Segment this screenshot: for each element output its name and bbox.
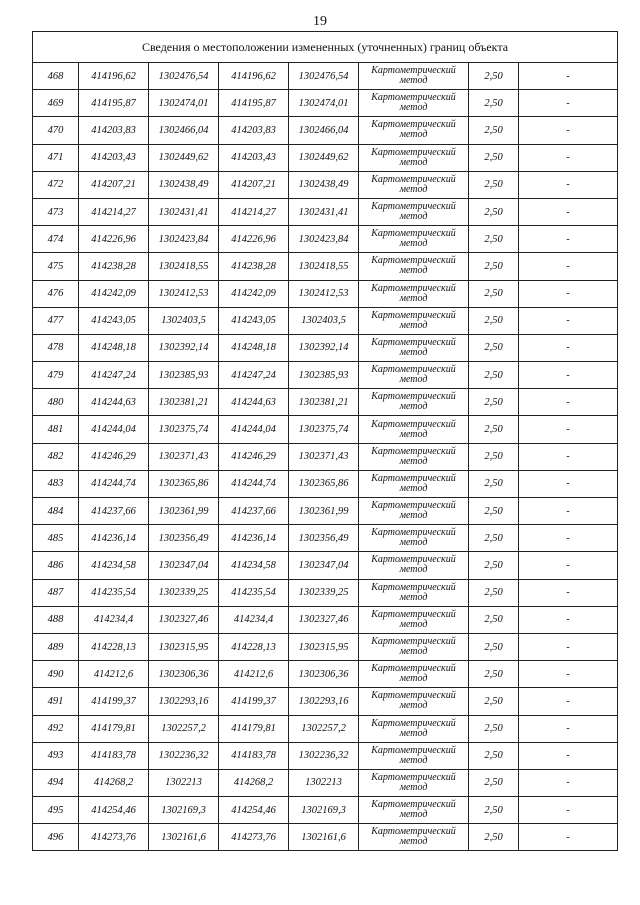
refined-y-cell: 1302449,62 — [289, 144, 359, 171]
note-cell: - — [519, 307, 618, 334]
existing-y-cell: 1302365,86 — [149, 470, 219, 497]
point-number-cell: 472 — [33, 171, 79, 198]
table-row — [33, 769, 618, 796]
existing-y-cell: 1302476,54 — [149, 63, 219, 90]
point-number-cell: 490 — [33, 661, 79, 688]
table-row — [33, 715, 618, 742]
refined-x-cell: 414235,54 — [219, 579, 289, 606]
page-number: 19 — [313, 14, 327, 29]
existing-y-cell: 1302347,04 — [149, 552, 219, 579]
method-cell: Картометрический метод — [359, 661, 469, 688]
table-row — [33, 144, 618, 171]
accuracy-cell: 2,50 — [469, 661, 519, 688]
method-cell: Картометрический метод — [359, 307, 469, 334]
method-cell: Картометрический метод — [359, 362, 469, 389]
table-row — [33, 117, 618, 144]
existing-x-cell: 414234,4 — [79, 606, 149, 633]
note-cell: - — [519, 198, 618, 225]
table-header-row — [33, 32, 618, 63]
refined-x-cell: 414248,18 — [219, 334, 289, 361]
refined-x-cell: 414247,24 — [219, 362, 289, 389]
note-cell: - — [519, 443, 618, 470]
refined-x-cell: 414183,78 — [219, 742, 289, 769]
accuracy-cell: 2,50 — [469, 742, 519, 769]
refined-y-cell: 1302381,21 — [289, 389, 359, 416]
accuracy-cell: 2,50 — [469, 171, 519, 198]
existing-x-cell: 414236,14 — [79, 525, 149, 552]
table-row — [33, 797, 618, 824]
accuracy-cell: 2,50 — [469, 307, 519, 334]
accuracy-cell: 2,50 — [469, 606, 519, 633]
table-row — [33, 552, 618, 579]
point-number-cell: 496 — [33, 824, 79, 851]
refined-x-cell: 414214,27 — [219, 198, 289, 225]
point-number-cell: 470 — [33, 117, 79, 144]
refined-y-cell: 1302371,43 — [289, 443, 359, 470]
existing-y-cell: 1302438,49 — [149, 171, 219, 198]
note-cell: - — [519, 63, 618, 90]
method-cell: Картометрический метод — [359, 334, 469, 361]
refined-x-cell: 414254,46 — [219, 797, 289, 824]
existing-x-cell: 414235,54 — [79, 579, 149, 606]
existing-y-cell: 1302356,49 — [149, 525, 219, 552]
table-row — [33, 198, 618, 225]
accuracy-cell: 2,50 — [469, 498, 519, 525]
method-cell: Картометрический метод — [359, 416, 469, 443]
existing-y-cell: 1302449,62 — [149, 144, 219, 171]
existing-y-cell: 1302412,53 — [149, 280, 219, 307]
refined-x-cell: 414237,66 — [219, 498, 289, 525]
table-row — [33, 688, 618, 715]
table-row — [33, 90, 618, 117]
refined-x-cell: 414236,14 — [219, 525, 289, 552]
table-row — [33, 253, 618, 280]
refined-y-cell: 1302356,49 — [289, 525, 359, 552]
refined-x-cell: 414234,58 — [219, 552, 289, 579]
point-number-cell: 485 — [33, 525, 79, 552]
accuracy-cell: 2,50 — [469, 362, 519, 389]
existing-y-cell: 1302466,04 — [149, 117, 219, 144]
table-row — [33, 334, 618, 361]
boundary-coordinates-table — [32, 31, 618, 851]
existing-y-cell: 1302431,41 — [149, 198, 219, 225]
existing-x-cell: 414268,2 — [79, 769, 149, 796]
method-cell: Картометрический метод — [359, 769, 469, 796]
point-number-cell: 494 — [33, 769, 79, 796]
existing-x-cell: 414196,62 — [79, 63, 149, 90]
refined-x-cell: 414244,63 — [219, 389, 289, 416]
table-row — [33, 171, 618, 198]
point-number-cell: 471 — [33, 144, 79, 171]
point-number-cell: 492 — [33, 715, 79, 742]
note-cell: - — [519, 171, 618, 198]
refined-x-cell: 414242,09 — [219, 280, 289, 307]
table-row — [33, 307, 618, 334]
existing-y-cell: 1302371,43 — [149, 443, 219, 470]
method-cell: Картометрический метод — [359, 579, 469, 606]
table-row — [33, 63, 618, 90]
existing-y-cell: 1302315,95 — [149, 633, 219, 660]
refined-y-cell: 1302476,54 — [289, 63, 359, 90]
point-number-cell: 476 — [33, 280, 79, 307]
existing-y-cell: 1302361,99 — [149, 498, 219, 525]
method-cell: Картометрический метод — [359, 117, 469, 144]
existing-y-cell: 1302418,55 — [149, 253, 219, 280]
refined-y-cell: 1302306,36 — [289, 661, 359, 688]
existing-y-cell: 1302306,36 — [149, 661, 219, 688]
table-row — [33, 280, 618, 307]
refined-x-cell: 414203,83 — [219, 117, 289, 144]
existing-x-cell: 414244,74 — [79, 470, 149, 497]
table-row — [33, 226, 618, 253]
existing-x-cell: 414244,63 — [79, 389, 149, 416]
note-cell: - — [519, 769, 618, 796]
refined-x-cell: 414228,13 — [219, 633, 289, 660]
existing-x-cell: 414234,58 — [79, 552, 149, 579]
existing-x-cell: 414212,6 — [79, 661, 149, 688]
table-row — [33, 470, 618, 497]
refined-x-cell: 414207,21 — [219, 171, 289, 198]
refined-y-cell: 1302474,01 — [289, 90, 359, 117]
point-number-cell: 477 — [33, 307, 79, 334]
point-number-cell: 479 — [33, 362, 79, 389]
method-cell: Картометрический метод — [359, 742, 469, 769]
table-row — [33, 498, 618, 525]
note-cell: - — [519, 797, 618, 824]
accuracy-cell: 2,50 — [469, 470, 519, 497]
point-number-cell: 483 — [33, 470, 79, 497]
existing-y-cell: 1302403,5 — [149, 307, 219, 334]
method-cell: Картометрический метод — [359, 198, 469, 225]
accuracy-cell: 2,50 — [469, 443, 519, 470]
accuracy-cell: 2,50 — [469, 824, 519, 851]
note-cell: - — [519, 144, 618, 171]
existing-x-cell: 414243,05 — [79, 307, 149, 334]
refined-y-cell: 1302423,84 — [289, 226, 359, 253]
table-row — [33, 389, 618, 416]
method-cell: Картометрический метод — [359, 226, 469, 253]
note-cell: - — [519, 633, 618, 660]
existing-y-cell: 1302423,84 — [149, 226, 219, 253]
refined-y-cell: 1302375,74 — [289, 416, 359, 443]
note-cell: - — [519, 661, 618, 688]
existing-y-cell: 1302236,32 — [149, 742, 219, 769]
refined-x-cell: 414244,04 — [219, 416, 289, 443]
method-cell: Картометрический метод — [359, 715, 469, 742]
refined-y-cell: 1302438,49 — [289, 171, 359, 198]
accuracy-cell: 2,50 — [469, 416, 519, 443]
refined-y-cell: 1302327,46 — [289, 606, 359, 633]
table-row — [33, 606, 618, 633]
accuracy-cell: 2,50 — [469, 253, 519, 280]
refined-x-cell: 414179,81 — [219, 715, 289, 742]
point-number-cell: 493 — [33, 742, 79, 769]
method-cell: Картометрический метод — [359, 606, 469, 633]
refined-x-cell: 414234,4 — [219, 606, 289, 633]
point-number-cell: 474 — [33, 226, 79, 253]
point-number-cell: 480 — [33, 389, 79, 416]
method-cell: Картометрический метод — [359, 470, 469, 497]
refined-y-cell: 1302161,6 — [289, 824, 359, 851]
accuracy-cell: 2,50 — [469, 688, 519, 715]
refined-x-cell: 414199,37 — [219, 688, 289, 715]
refined-x-cell: 414212,6 — [219, 661, 289, 688]
existing-y-cell: 1302392,14 — [149, 334, 219, 361]
existing-x-cell: 414203,43 — [79, 144, 149, 171]
point-number-cell: 495 — [33, 797, 79, 824]
accuracy-cell: 2,50 — [469, 389, 519, 416]
table-row — [33, 416, 618, 443]
existing-x-cell: 414183,78 — [79, 742, 149, 769]
method-cell: Картометрический метод — [359, 144, 469, 171]
existing-x-cell: 414244,04 — [79, 416, 149, 443]
existing-x-cell: 414237,66 — [79, 498, 149, 525]
accuracy-cell: 2,50 — [469, 63, 519, 90]
accuracy-cell: 2,50 — [469, 226, 519, 253]
refined-y-cell: 1302385,93 — [289, 362, 359, 389]
accuracy-cell: 2,50 — [469, 769, 519, 796]
existing-x-cell: 414207,21 — [79, 171, 149, 198]
point-number-cell: 482 — [33, 443, 79, 470]
table-row — [33, 579, 618, 606]
refined-y-cell: 1302339,25 — [289, 579, 359, 606]
note-cell: - — [519, 90, 618, 117]
accuracy-cell: 2,50 — [469, 715, 519, 742]
existing-x-cell: 414248,18 — [79, 334, 149, 361]
accuracy-cell: 2,50 — [469, 144, 519, 171]
refined-y-cell: 1302293,16 — [289, 688, 359, 715]
refined-x-cell: 414238,28 — [219, 253, 289, 280]
existing-y-cell: 1302169,3 — [149, 797, 219, 824]
existing-x-cell: 414226,96 — [79, 226, 149, 253]
refined-x-cell: 414203,43 — [219, 144, 289, 171]
method-cell: Картометрический метод — [359, 280, 469, 307]
existing-y-cell: 1302213 — [149, 769, 219, 796]
note-cell: - — [519, 606, 618, 633]
point-number-cell: 469 — [33, 90, 79, 117]
point-number-cell: 481 — [33, 416, 79, 443]
method-cell: Картометрический метод — [359, 253, 469, 280]
existing-x-cell: 414254,46 — [79, 797, 149, 824]
accuracy-cell: 2,50 — [469, 525, 519, 552]
refined-y-cell: 1302315,95 — [289, 633, 359, 660]
note-cell: - — [519, 715, 618, 742]
existing-x-cell: 414214,27 — [79, 198, 149, 225]
table-row — [33, 661, 618, 688]
note-cell: - — [519, 226, 618, 253]
accuracy-cell: 2,50 — [469, 117, 519, 144]
table-title: Сведения о местоположении измененных (уточненных) границ объекта — [33, 32, 618, 63]
note-cell: - — [519, 525, 618, 552]
refined-y-cell: 1302361,99 — [289, 498, 359, 525]
point-number-cell: 486 — [33, 552, 79, 579]
accuracy-cell: 2,50 — [469, 90, 519, 117]
refined-y-cell: 1302466,04 — [289, 117, 359, 144]
note-cell: - — [519, 253, 618, 280]
method-cell: Картометрический метод — [359, 797, 469, 824]
refined-x-cell: 414243,05 — [219, 307, 289, 334]
refined-y-cell: 1302236,32 — [289, 742, 359, 769]
existing-x-cell: 414238,28 — [79, 253, 149, 280]
table-row — [33, 525, 618, 552]
table-row — [33, 443, 618, 470]
refined-y-cell: 1302403,5 — [289, 307, 359, 334]
point-number-cell: 478 — [33, 334, 79, 361]
existing-x-cell: 414203,83 — [79, 117, 149, 144]
refined-y-cell: 1302257,2 — [289, 715, 359, 742]
existing-y-cell: 1302293,16 — [149, 688, 219, 715]
method-cell: Картометрический метод — [359, 389, 469, 416]
point-number-cell: 487 — [33, 579, 79, 606]
existing-x-cell: 414273,76 — [79, 824, 149, 851]
accuracy-cell: 2,50 — [469, 797, 519, 824]
note-cell: - — [519, 416, 618, 443]
note-cell: - — [519, 688, 618, 715]
existing-y-cell: 1302381,21 — [149, 389, 219, 416]
method-cell: Картометрический метод — [359, 525, 469, 552]
table-row — [33, 362, 618, 389]
note-cell: - — [519, 470, 618, 497]
note-cell: - — [519, 280, 618, 307]
refined-y-cell: 1302431,41 — [289, 198, 359, 225]
method-cell: Картометрический метод — [359, 552, 469, 579]
table-row — [33, 824, 618, 851]
refined-x-cell: 414246,29 — [219, 443, 289, 470]
method-cell: Картометрический метод — [359, 90, 469, 117]
refined-y-cell: 1302365,86 — [289, 470, 359, 497]
note-cell: - — [519, 742, 618, 769]
note-cell: - — [519, 824, 618, 851]
existing-y-cell: 1302161,6 — [149, 824, 219, 851]
point-number-cell: 491 — [33, 688, 79, 715]
refined-y-cell: 1302213 — [289, 769, 359, 796]
accuracy-cell: 2,50 — [469, 579, 519, 606]
existing-y-cell: 1302327,46 — [149, 606, 219, 633]
accuracy-cell: 2,50 — [469, 280, 519, 307]
existing-y-cell: 1302375,74 — [149, 416, 219, 443]
existing-x-cell: 414247,24 — [79, 362, 149, 389]
note-cell: - — [519, 389, 618, 416]
existing-y-cell: 1302474,01 — [149, 90, 219, 117]
accuracy-cell: 2,50 — [469, 633, 519, 660]
method-cell: Картометрический метод — [359, 688, 469, 715]
accuracy-cell: 2,50 — [469, 334, 519, 361]
method-cell: Картометрический метод — [359, 498, 469, 525]
note-cell: - — [519, 362, 618, 389]
note-cell: - — [519, 334, 618, 361]
point-number-cell: 475 — [33, 253, 79, 280]
method-cell: Картометрический метод — [359, 824, 469, 851]
existing-x-cell: 414242,09 — [79, 280, 149, 307]
refined-x-cell: 414196,62 — [219, 63, 289, 90]
method-cell: Картометрический метод — [359, 443, 469, 470]
existing-y-cell: 1302257,2 — [149, 715, 219, 742]
point-number-cell: 473 — [33, 198, 79, 225]
method-cell: Картометрический метод — [359, 63, 469, 90]
point-number-cell: 488 — [33, 606, 79, 633]
refined-x-cell: 414268,2 — [219, 769, 289, 796]
existing-x-cell: 414228,13 — [79, 633, 149, 660]
refined-y-cell: 1302418,55 — [289, 253, 359, 280]
existing-x-cell: 414195,87 — [79, 90, 149, 117]
refined-y-cell: 1302169,3 — [289, 797, 359, 824]
refined-x-cell: 414244,74 — [219, 470, 289, 497]
note-cell: - — [519, 579, 618, 606]
point-number-cell: 468 — [33, 63, 79, 90]
refined-y-cell: 1302392,14 — [289, 334, 359, 361]
method-cell: Картометрический метод — [359, 171, 469, 198]
note-cell: - — [519, 117, 618, 144]
refined-x-cell: 414273,76 — [219, 824, 289, 851]
note-cell: - — [519, 498, 618, 525]
refined-x-cell: 414195,87 — [219, 90, 289, 117]
existing-x-cell: 414199,37 — [79, 688, 149, 715]
existing-x-cell: 414179,81 — [79, 715, 149, 742]
existing-y-cell: 1302385,93 — [149, 362, 219, 389]
refined-y-cell: 1302347,04 — [289, 552, 359, 579]
point-number-cell: 484 — [33, 498, 79, 525]
method-cell: Картометрический метод — [359, 633, 469, 660]
existing-y-cell: 1302339,25 — [149, 579, 219, 606]
accuracy-cell: 2,50 — [469, 552, 519, 579]
accuracy-cell: 2,50 — [469, 198, 519, 225]
table-row — [33, 633, 618, 660]
refined-x-cell: 414226,96 — [219, 226, 289, 253]
existing-x-cell: 414246,29 — [79, 443, 149, 470]
refined-y-cell: 1302412,53 — [289, 280, 359, 307]
point-number-cell: 489 — [33, 633, 79, 660]
table-row — [33, 742, 618, 769]
note-cell: - — [519, 552, 618, 579]
